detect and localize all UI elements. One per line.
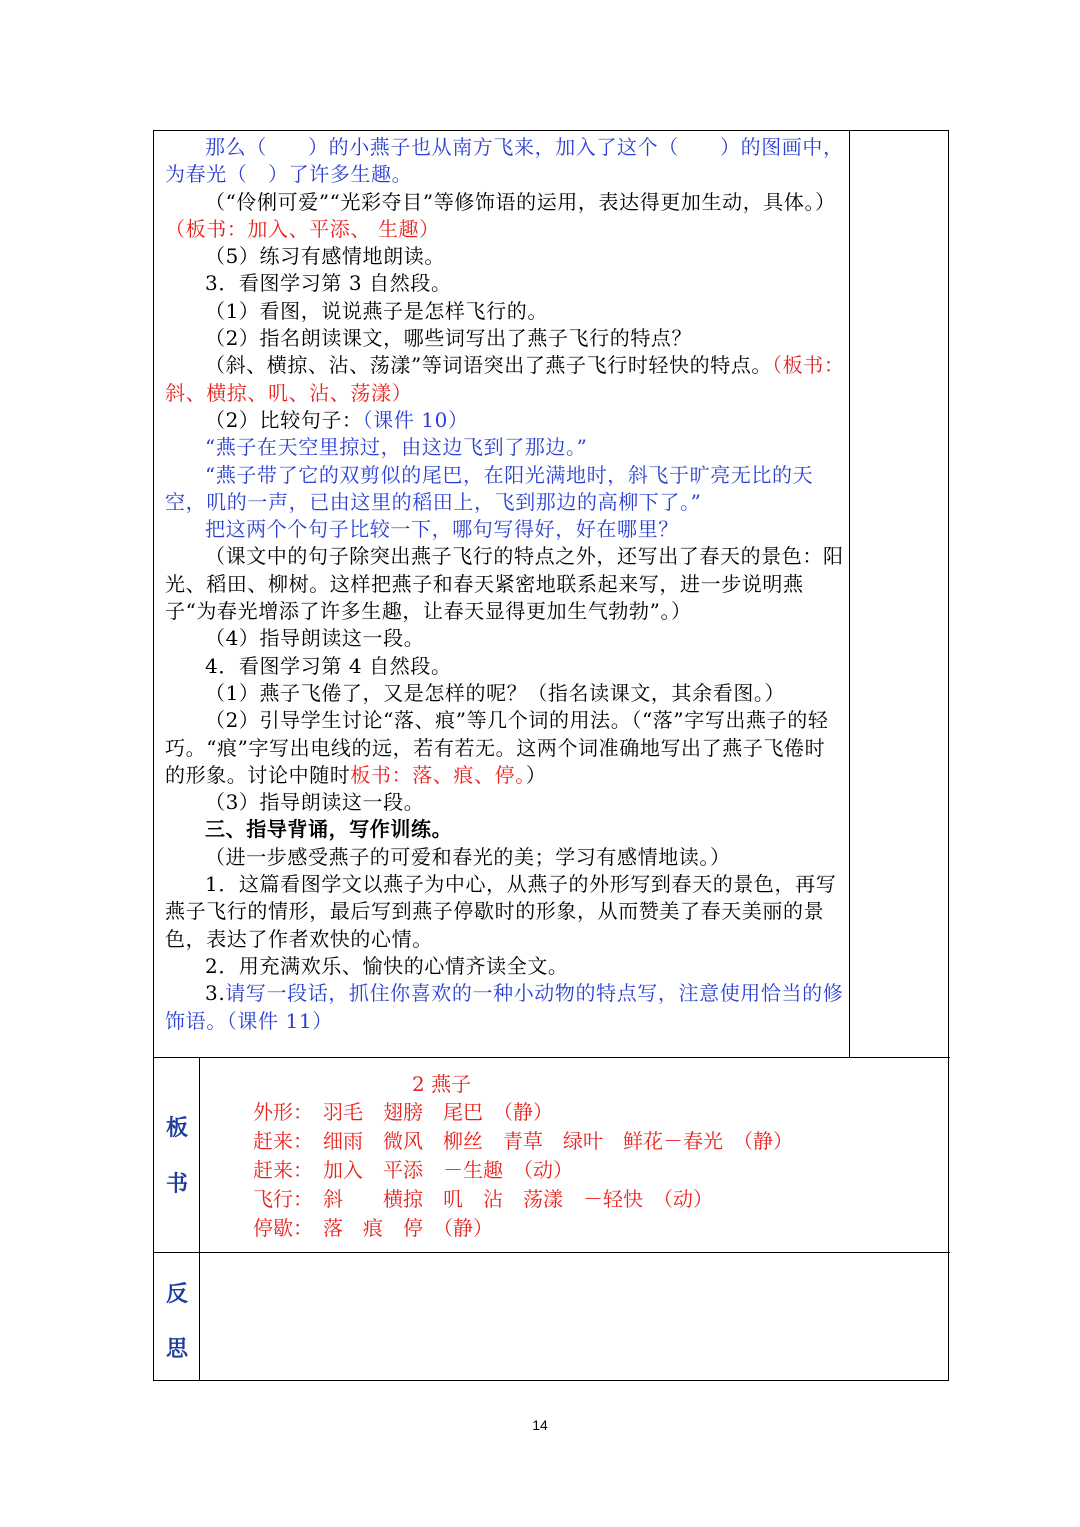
lesson-text-run: （板书：斜、横掠、叽、沾、荡漾） [165, 353, 845, 405]
board-row-tag: （静） [743, 1129, 793, 1153]
lesson-paragraph [165, 953, 845, 980]
board-row-label: 飞行： [253, 1187, 323, 1211]
board-label-char-1: 板 [165, 1115, 188, 1141]
page-number: 14 [532, 1417, 548, 1433]
reflection-label-char-2: 思 [165, 1336, 188, 1362]
lesson-text-run: （课文中的句子除突出燕子飞行的特点之外，还写出了春天的景色：阳光、稻田、柳树。这样把燕子和春天紧密地联系起来写，进一步说明燕子“为春光增添了许多生趣，让春天显得更加生气勃勃”。） [165, 544, 844, 624]
board-row [253, 1098, 793, 1127]
lesson-text-run: （2）指名朗读课文，哪些词写出了燕子飞行的特点？ [205, 326, 693, 351]
board-title: 2 燕子 [412, 1072, 472, 1096]
lesson-text-run: ） [525, 762, 547, 787]
board-row-label: 外形： [253, 1100, 323, 1124]
lesson-paragraph [165, 816, 845, 843]
lesson-paragraph [165, 789, 845, 816]
lesson-text-run: 那么（ ）的小燕子也从南方飞来，加入了这个（ ）的图画中，为春光（ ）了许多生趣。 [165, 135, 844, 187]
lesson-text-run: （“伶俐可爱”“光彩夺目”等修饰语的运用，表达得更加生动，具体。） [205, 189, 836, 214]
lesson-paragraph [165, 407, 845, 434]
lesson-text-run: “燕子带了它的双剪似的尾巴，在阳光满地时，斜飞于旷亮无比的天空，叽的一声，已由这里的稻田上，飞到那边的高柳下了。” [165, 462, 814, 514]
lesson-text-run: 2．用充满欢乐、愉快的心情齐读全文。 [205, 953, 569, 978]
lesson-text-run: （课件 10） [362, 407, 469, 432]
board-content [200, 1057, 950, 1252]
lesson-paragraph [165, 980, 845, 1035]
lesson-paragraph [165, 707, 845, 789]
board-row-tag: （动） [523, 1158, 573, 1182]
lesson-paragraph [165, 352, 845, 407]
lesson-text-run: （斜、横掠、沾、荡漾”等词语突出了燕子飞行时轻快的特点。 [205, 353, 773, 378]
lesson-paragraph [165, 325, 845, 352]
board-row-items: 落 痕 停 [323, 1216, 443, 1240]
board-label-char-2: 书 [165, 1171, 188, 1197]
lesson-text-run: （2）引导学生讨论“落、痕”等几个词的用法。（“落”字写出燕子的轻巧。“痕”字写出电线的远，若有若无。这两个词准确地写出了燕子飞倦时的形象。讨论中随时 [165, 708, 829, 787]
lesson-paragraph [165, 680, 845, 707]
notes-cell [850, 131, 949, 1057]
reflection-label [154, 1252, 200, 1381]
board-row-items: 斜 横掠 叽 沾 荡漾 －轻快 [323, 1187, 663, 1211]
lesson-paragraph [165, 871, 845, 953]
lesson-text-run: 三、指导背诵，写作训练。 [205, 817, 453, 842]
board-row-label: 赶来： [253, 1129, 323, 1153]
board-rows [253, 1098, 793, 1243]
lesson-paragraph [165, 653, 845, 680]
lesson-text-run: （1）燕子飞倦了，又是怎样的呢？（指名读课文，其余看图。） [205, 680, 786, 705]
board-row-label: 赶来： [253, 1158, 323, 1182]
lesson-text-run: （2）比较句子： [205, 407, 363, 432]
board-row [253, 1127, 793, 1156]
lesson-table [153, 130, 949, 1381]
lesson-text-run: （板书：加入、平添、 生趣） [165, 216, 440, 241]
reflection-content [200, 1252, 950, 1381]
lesson-paragraph [165, 516, 845, 543]
lesson-paragraph [165, 189, 845, 244]
lesson-text-run: 3. [205, 981, 226, 1006]
lesson-text-run: 3．看图学习第 3 自然段。 [205, 271, 452, 296]
lesson-text-run: （3）指导朗读这一段。 [205, 790, 425, 815]
lesson-text-run: 1．这篇看图学文以燕子为中心，从燕子的外形写到春天的景色，再写燕子飞行的情形，最后写到燕子停歇时的形象，从而赞美了春天美丽的景色，表达了作者欢快的心情。 [165, 872, 837, 951]
lesson-text-run: （5）练习有感情地朗读。 [205, 244, 445, 269]
lesson-paragraph [165, 270, 845, 297]
lesson-paragraph [165, 434, 845, 461]
board-row [253, 1185, 793, 1214]
lesson-paragraph [165, 134, 845, 189]
lesson-text-run: （4）指导朗读这一段。 [205, 626, 425, 651]
lesson-paragraph [165, 625, 845, 652]
reflection-label-char-1: 反 [165, 1281, 188, 1307]
board-label [154, 1057, 200, 1252]
lesson-paragraph [165, 243, 845, 270]
board-row [253, 1214, 793, 1243]
lesson-text-run: “燕子在天空里掠过，由这边飞到了那边。” [205, 435, 588, 460]
lesson-text-run: 请写一段话，抓住你喜欢的一种小动物的特点写，注意使用恰当的修饰语。（课件 11） [165, 981, 844, 1033]
board-row [253, 1156, 793, 1185]
lesson-text-run: 4．看图学习第 4 自然段。 [205, 653, 452, 678]
board-row-items: 羽毛 翅膀 尾巴 [323, 1100, 503, 1124]
lesson-content [165, 134, 845, 1035]
lesson-text-run: 板书：落、痕、停。 [350, 762, 526, 787]
board-row-tag: （动） [663, 1187, 713, 1211]
lesson-paragraph [165, 298, 845, 325]
lesson-text-run: （进一步感受燕子的可爱和春光的美；学习有感情地读。） [205, 844, 731, 869]
lesson-paragraph [165, 844, 845, 871]
board-row-tag: （静） [503, 1100, 553, 1124]
board-row-tag: （静） [443, 1216, 493, 1240]
board-row-label: 停歇： [253, 1216, 323, 1240]
lesson-text-run: 把这两个个句子比较一下，哪句写得好，好在哪里？ [205, 517, 679, 542]
board-row-items: 细雨 微风 柳丝 青草 绿叶 鲜花－春光 [323, 1129, 743, 1153]
lesson-paragraph [165, 543, 845, 625]
lesson-paragraph [165, 462, 845, 517]
lesson-text-run: （1）看图，说说燕子是怎样飞行的。 [205, 298, 548, 323]
board-row-items: 加入 平添 －生趣 [323, 1158, 523, 1182]
